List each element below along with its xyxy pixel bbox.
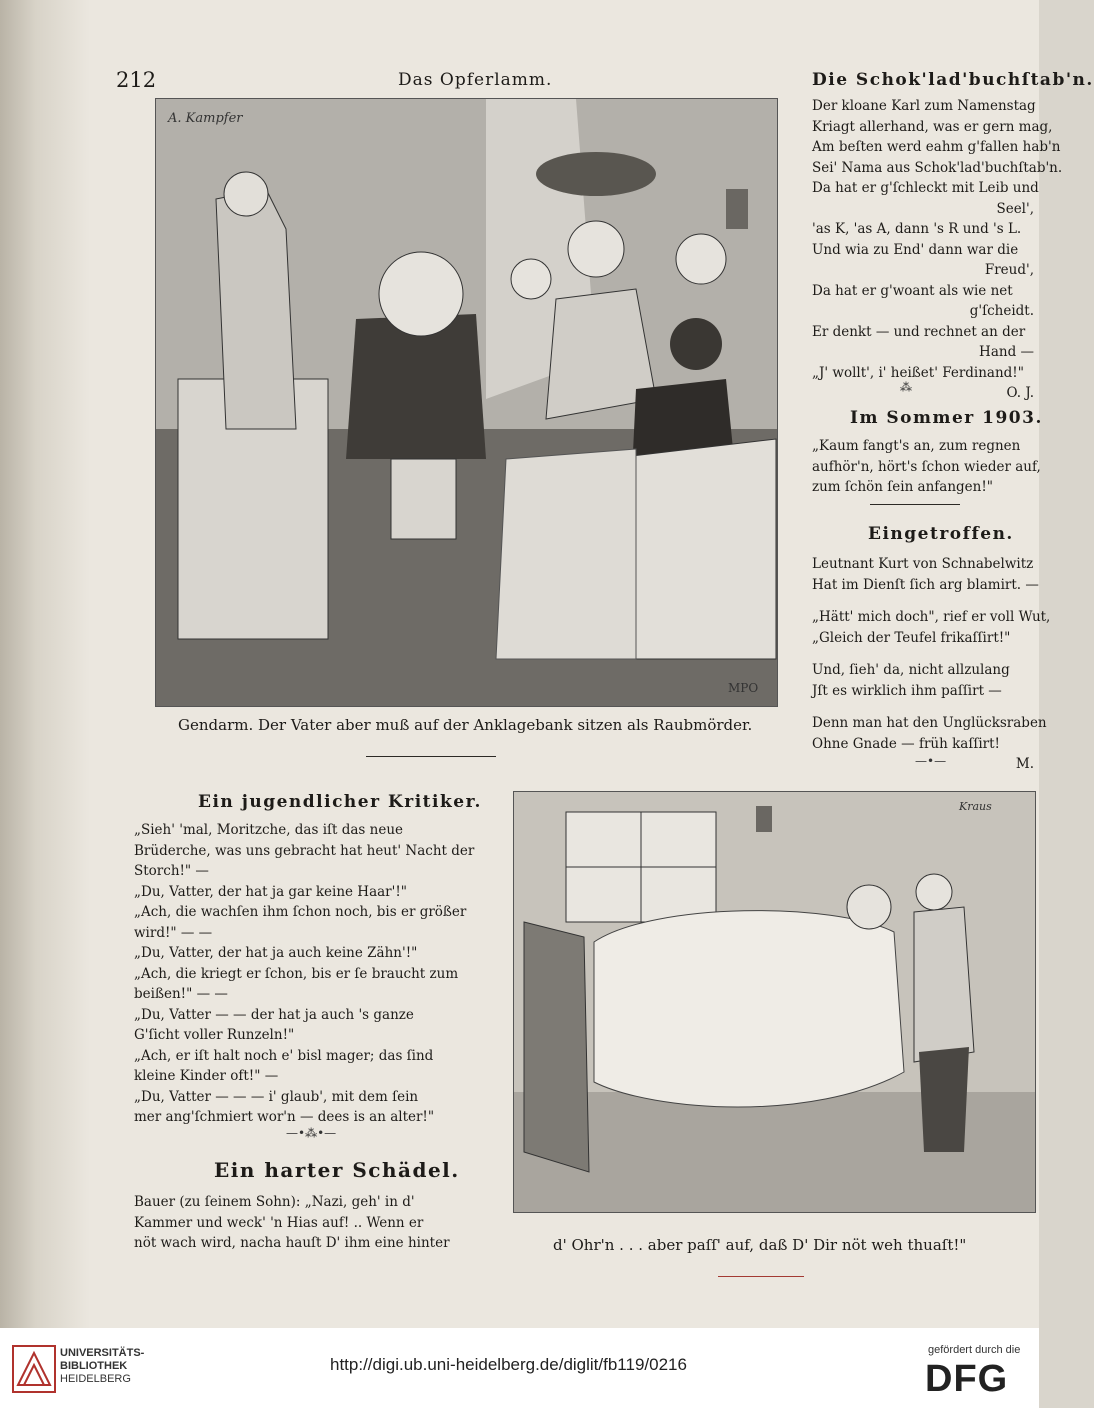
funder-logo: DFG bbox=[925, 1358, 1009, 1400]
poem3-title: Eingetroffen. bbox=[868, 524, 1014, 544]
text-line: „Du, Vatter, der hat ja gar keine Haar'!" bbox=[134, 883, 407, 900]
text-line: „Sieh' 'mal, Moritzche, das iſt das neue bbox=[134, 822, 404, 838]
illustration-bedroom-drawing bbox=[514, 792, 1035, 1212]
item2-title: Im Sommer 1903. bbox=[850, 408, 1043, 428]
divider bbox=[366, 756, 496, 757]
poem-line: Freud', bbox=[984, 262, 1034, 278]
illustration-courtroom-drawing bbox=[156, 99, 777, 706]
library-name-line: UNIVERSITÄTS- bbox=[60, 1347, 145, 1359]
page-number: 212 bbox=[116, 68, 157, 92]
text-line: mer ang'ſchmiert wor'n — dees is an alter!" bbox=[134, 1109, 435, 1125]
poem-author: M. bbox=[1015, 756, 1034, 772]
university-library-logo-icon bbox=[12, 1345, 56, 1393]
text-line: Brüderche, was uns gebracht hat heut' Nacht der bbox=[134, 842, 475, 859]
divider bbox=[718, 1276, 804, 1277]
poem-line: Hand — bbox=[979, 344, 1034, 360]
text-line: „Du, Vatter, der hat ja auch keine Zähn'!" bbox=[134, 945, 418, 961]
artist-signature-right: MPO bbox=[728, 681, 759, 695]
poem-line: Hat im Dienſt ſich arg blamirt. — bbox=[812, 576, 1039, 593]
poem-line: Seel', bbox=[996, 200, 1034, 217]
story1-body bbox=[134, 820, 490, 1128]
artist-signature: Kraus bbox=[959, 800, 992, 813]
poem1-title: Die Schok'lad'buchſtab'n. bbox=[812, 70, 1094, 90]
poem-line: Jſt es wirklich ihm paſſirt — bbox=[812, 682, 1002, 699]
poem-line: g'ſcheidt. bbox=[969, 303, 1034, 319]
poem-line: „Hätt' mich doch", rief er voll Wut, bbox=[812, 609, 1051, 625]
library-name-line: BIBLIOTHEK bbox=[60, 1360, 128, 1372]
text-line: „Ach, die kriegt er ſchon, bis er ſe braucht zum bbox=[134, 965, 459, 982]
text-line: zum ſchön ſein anfangen!" bbox=[812, 479, 993, 495]
text-line: „Du, Vatter — — der hat ja auch 's ganze bbox=[134, 1006, 414, 1023]
text-line: kleine Kinder oft!" — bbox=[134, 1068, 279, 1084]
text-line: nöt wach wird, nacha hauſt D' ihm eine hinter bbox=[134, 1235, 450, 1251]
text-line: aufhör'n, hört's ſchon wieder auf, bbox=[812, 458, 1041, 475]
poem-line: Der kloane Karl zum Namenstag bbox=[812, 98, 1036, 114]
text-line: „Kaum fangt's an, zum regnen bbox=[812, 438, 1021, 454]
caption-top-illustration: Gendarm. Der Vater aber muß auf der Anklagebank sitzen als Raubmörder. bbox=[178, 716, 753, 734]
poem-line: Und wia zu End' dann war die bbox=[812, 241, 1019, 258]
poem-line: Da hat er g'ſchleckt mit Leib und bbox=[812, 180, 1039, 196]
text-line: G'ſicht voller Runzeln!" bbox=[134, 1027, 295, 1043]
story2-title: Ein harter Schädel. bbox=[214, 1158, 460, 1182]
text-line: „Ach, er iſt halt noch e' bisl mager; das ſind bbox=[134, 1047, 434, 1064]
text-line: Storch!" — bbox=[134, 863, 209, 879]
text-line: Bauer (zu ſeinem Sohn): „Nazi, geh' in d' bbox=[134, 1194, 415, 1210]
text-line: „Du, Vatter — — — i' glaub', mit dem ſein bbox=[134, 1088, 419, 1105]
poem1-body bbox=[812, 96, 1063, 404]
text-line: beißen!" — — bbox=[134, 986, 228, 1002]
poem-line: Denn man hat den Unglücksraben bbox=[812, 715, 1047, 731]
ornament: —•— bbox=[915, 754, 947, 768]
poem-line: Und, ſieh' da, nicht allzulang bbox=[812, 662, 1010, 678]
poem-line: Ohne Gnade — früh kaſſirt! bbox=[812, 735, 1000, 752]
running-title: Das Opferlamm. bbox=[398, 70, 553, 90]
library-name-line: HEIDELBERG bbox=[60, 1373, 131, 1385]
poem-line: Kriagt allerhand, was er gern mag, bbox=[812, 118, 1053, 135]
story2-body bbox=[134, 1192, 490, 1254]
caption-bottom-illustration: d' Ohr'n . . . aber paſſ' auf, daß D' Dir nöt weh thuaſt!" bbox=[553, 1236, 967, 1254]
poem-line: Am beſten werd eahm g'fallen hab'n bbox=[812, 139, 1061, 155]
library-emblem-icon bbox=[14, 1347, 54, 1391]
library-name bbox=[60, 1347, 144, 1386]
poem-line: Leutnant Kurt von Schnabelwitz bbox=[812, 556, 1034, 572]
funding-note: gefördert durch die bbox=[928, 1344, 1021, 1356]
book-binding-shadow bbox=[0, 0, 90, 1328]
illustration-courtroom bbox=[155, 98, 778, 707]
story1-title: Ein jugendlicher Kritiker. bbox=[198, 792, 482, 812]
text-line: Kammer und weck' 'n Hias auf! .. Wenn er bbox=[134, 1214, 424, 1231]
text-line: wird!" — — bbox=[134, 924, 213, 941]
poem-line: „Gleich der Teufel frikaſſirt!" bbox=[812, 629, 1011, 646]
ornament: —•⁂•— bbox=[286, 1126, 337, 1140]
ornament: ⁂ bbox=[900, 380, 912, 394]
poem3-body bbox=[812, 554, 1051, 775]
poem-author: O. J. bbox=[1006, 385, 1034, 401]
poem-line: Sei' Nama aus Schok'lad'buchſtab'n. bbox=[812, 159, 1063, 176]
illustration-bedroom bbox=[513, 791, 1036, 1213]
divider bbox=[870, 504, 960, 505]
text-line: „Ach, die wachſen ihm ſchon noch, bis er größer bbox=[134, 904, 467, 920]
poem-line: „J' wollt', i' heißet' Ferdinand!" bbox=[812, 364, 1024, 381]
item2-body bbox=[812, 436, 1041, 498]
poem-line: 'as K, 'as A, dann 's R und 's L. bbox=[812, 221, 1022, 237]
page-url-link[interactable]: http://digi.ub.uni-heidelberg.de/diglit/fb119/0216 bbox=[330, 1355, 687, 1374]
poem-line: Er denkt — und rechnet an der bbox=[812, 323, 1026, 340]
poem-line: Da hat er g'woant als wie net bbox=[812, 282, 1013, 299]
artist-signature-left: A. Kampfer bbox=[168, 111, 243, 126]
